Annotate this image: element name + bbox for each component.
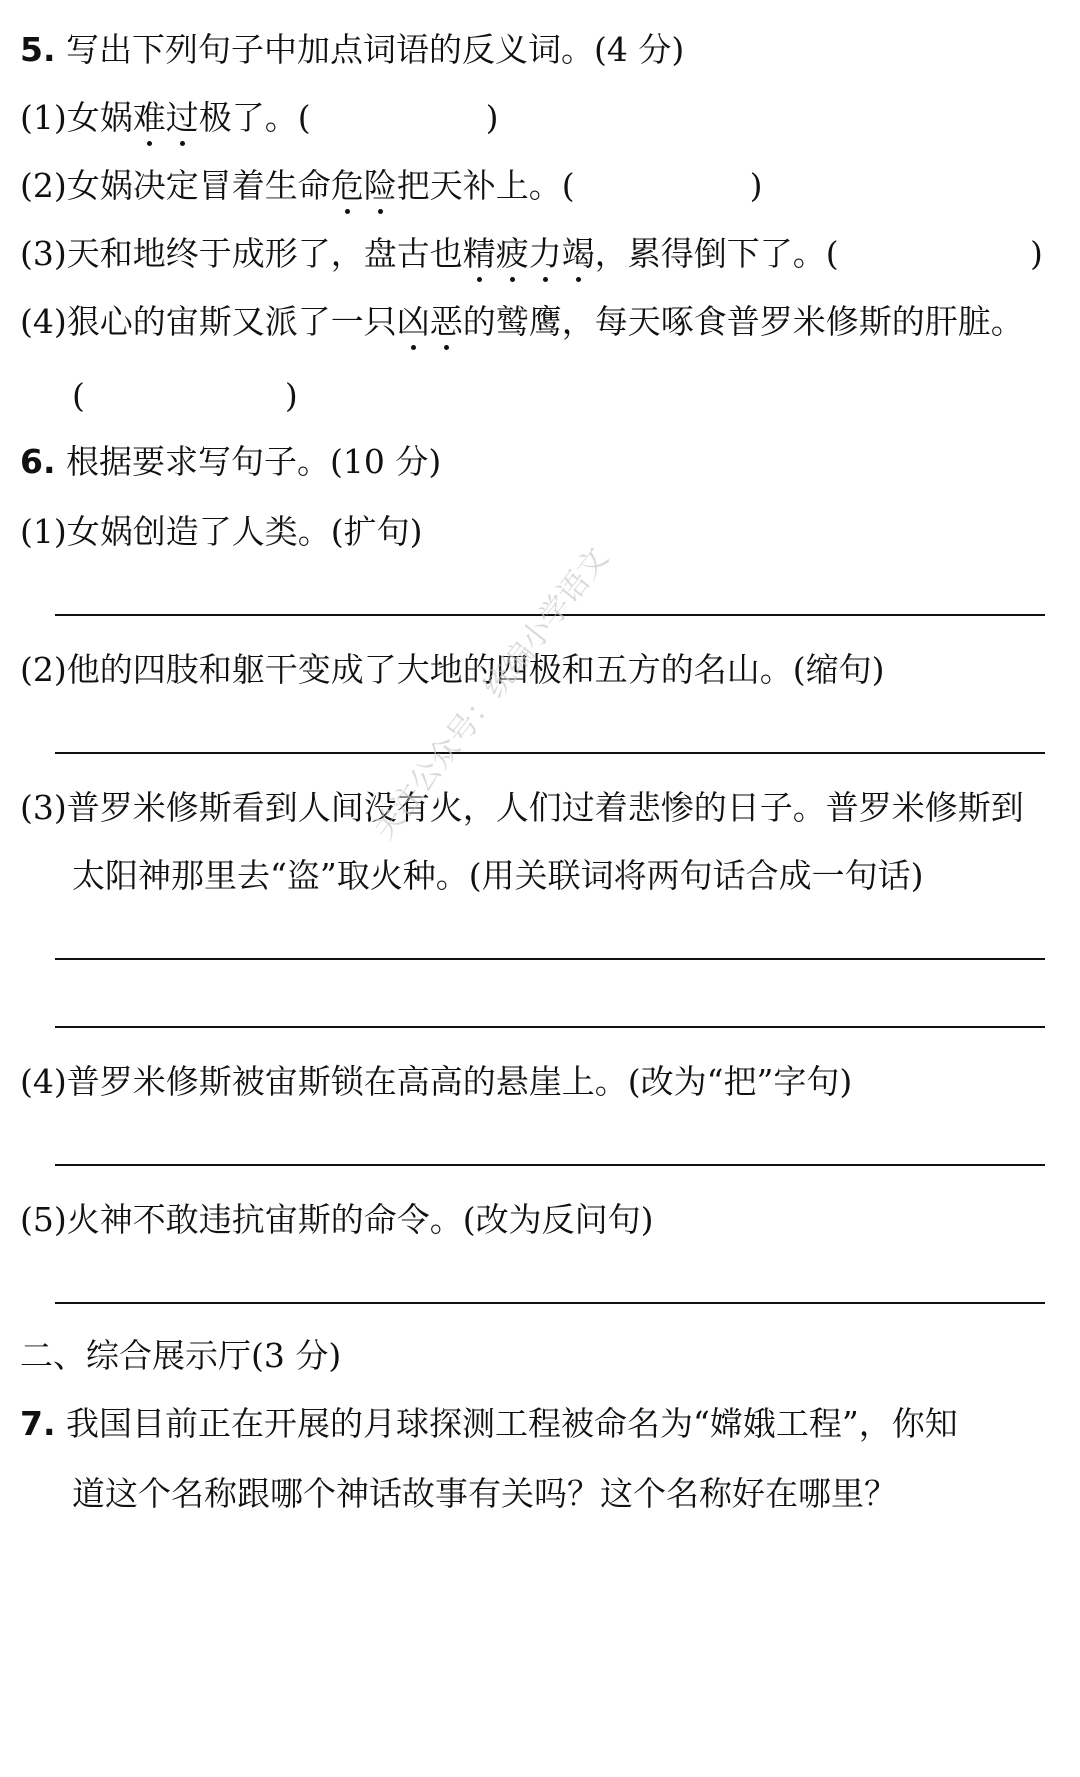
answer-line-5[interactable]	[55, 1302, 1045, 1304]
q5-item-3-close: )	[1030, 234, 1043, 273]
q7-number: 7	[20, 1404, 43, 1443]
q6-title: 6. 根据要求写句子。(10 分)	[20, 442, 442, 481]
answer-line-3b[interactable]	[55, 1026, 1045, 1028]
q5-item-1: (1)女娲难过极了。( )	[20, 96, 499, 140]
answer-line-4[interactable]	[55, 1164, 1045, 1166]
watermark: 关注公众号：统编小学语文	[366, 541, 616, 847]
answer-line-3a[interactable]	[55, 958, 1045, 960]
q6-item-4: (4)普罗米修斯被宙斯锁在高高的悬崖上。(改为“把”字句)	[20, 1062, 853, 1101]
q6-item-3-cont: 太阳神那里去“盗”取火种。(用关联词将两句话合成一句话)	[72, 856, 924, 895]
q5-item-2: (2)女娲决定冒着生命危险把天补上。( )	[20, 164, 763, 208]
q6-number: 6	[20, 442, 43, 481]
q7-line-1: 7. 我国目前正在开展的月球探测工程被命名为“嫦娥工程”，你知	[20, 1404, 958, 1443]
q5-item-4-answer: ( )	[72, 376, 298, 415]
q5-title: 5. 写出下列句子中加点词语的反义词。(4 分)	[20, 30, 685, 69]
q5-item-3: (3)天和地终于成形了，盘古也精疲力竭，累得倒下了。(	[20, 232, 839, 276]
answer-line-2[interactable]	[55, 752, 1045, 754]
section-2-title: 二、综合展示厅(3 分)	[20, 1336, 342, 1375]
q6-item-2: (2)他的四肢和躯干变成了大地的四极和五方的名山。(缩句)	[20, 650, 885, 689]
q5-item-4: (4)狠心的宙斯又派了一只凶恶的鹫鹰，每天啄食普罗米修斯的肝脏。	[20, 300, 1024, 344]
q5-title-text: 写出下列句子中加点词语的反义词。(4 分)	[66, 30, 685, 69]
q6-item-5: (5)火神不敢违抗宙斯的命令。(改为反问句)	[20, 1200, 654, 1239]
q7-line-2: 道这个名称跟哪个神话故事有关吗？这个名称好在哪里？	[72, 1474, 897, 1513]
q6-item-1: (1)女娲创造了人类。(扩句)	[20, 512, 423, 551]
q5-number: 5	[20, 30, 43, 69]
q6-item-3: (3)普罗米修斯看到人间没有火，人们过着悲惨的日子。普罗米修斯到	[20, 788, 1024, 827]
